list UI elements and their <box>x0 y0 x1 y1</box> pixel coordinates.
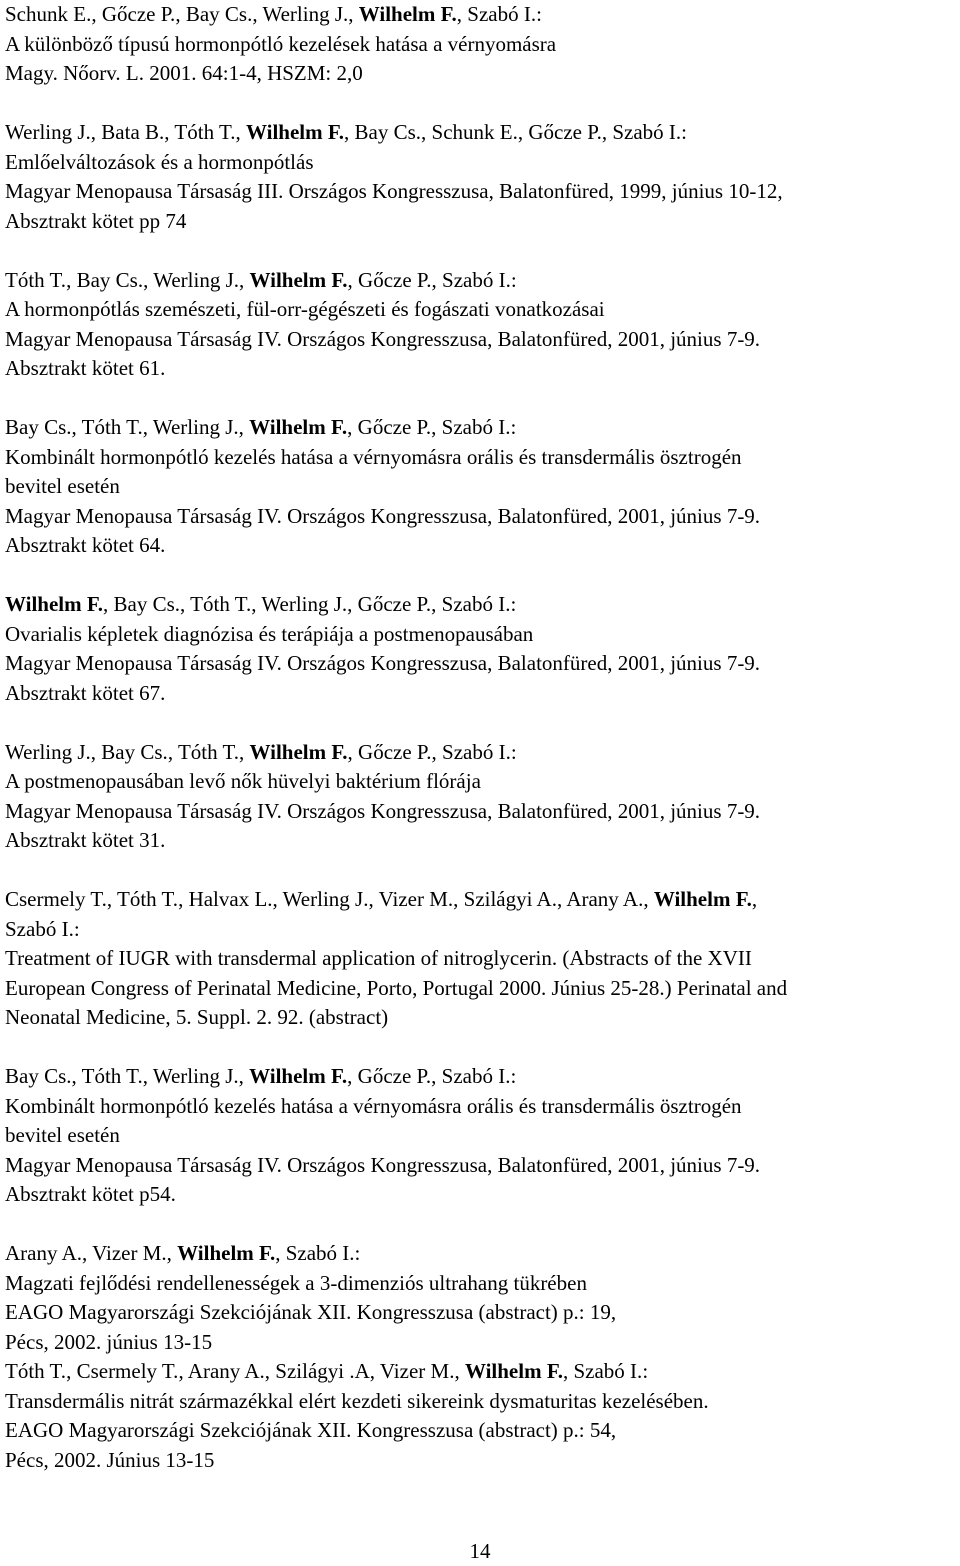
author-name: Werling J. <box>261 592 348 616</box>
author-separator: , <box>421 120 432 144</box>
author-name: Arany A. <box>566 887 644 911</box>
author-separator: , <box>453 887 464 911</box>
author-separator: , <box>166 1241 178 1265</box>
publication-entry <box>5 738 950 856</box>
author-name: Werling J. <box>5 739 91 764</box>
author-name: Szabó I. <box>442 267 511 292</box>
author-separator: , <box>601 120 613 144</box>
author-separator: , <box>751 887 758 911</box>
author-separator: , <box>71 415 82 439</box>
publication-title: A különböző típusú hormonpótló kezelések hatása a vérnyomásra <box>5 31 557 56</box>
author-separator: , <box>66 267 77 292</box>
author-separator: : <box>510 1064 517 1088</box>
publication-title: A postmenopausában levő nők hüvelyi baktérium flórája <box>5 769 481 793</box>
author-line <box>5 1062 950 1092</box>
author-line <box>5 118 950 148</box>
author-separator: , <box>454 1359 465 1383</box>
author-separator: , <box>431 1064 442 1088</box>
entry-spacer <box>5 1033 950 1063</box>
publication-entry <box>5 885 950 1033</box>
author-separator: , <box>517 120 529 144</box>
author-separator: , <box>178 887 189 911</box>
publication-source: European Congress of Perinatal Medicine, Porto, Portugal 2000. Június 25-28.) Perinatal and <box>5 975 788 1000</box>
author-name: Vizer M. <box>92 1241 167 1265</box>
author-separator: , <box>556 887 567 911</box>
author-separator: , <box>431 739 443 764</box>
author-name: Bay Cs. <box>185 2 253 26</box>
publication-title: Treatment of IUGR with transdermal application of nitroglycerin. (Abstracts of the XVII <box>5 946 752 970</box>
author-separator: , <box>369 1359 380 1383</box>
author-separator: , <box>90 739 102 764</box>
author-line <box>5 885 950 915</box>
publication-entry <box>5 590 950 708</box>
author-name: Werling J. <box>282 887 369 911</box>
author-separator: , <box>643 887 654 911</box>
author-name: Tóth T. <box>81 415 143 439</box>
publication-title: Kombinált hormonpótló kezelés hatása a vérnyomásra orális és transdermális ösztrogén <box>5 1093 742 1118</box>
entry-spacer <box>5 236 950 266</box>
author-name: Arany A. <box>5 1241 82 1265</box>
publication-source: bevitel esetén <box>5 474 120 498</box>
author-name: Gőcze P. <box>101 2 176 26</box>
author-separator: , <box>167 739 178 764</box>
author-separator: , <box>238 1064 250 1088</box>
author-separator: : <box>510 267 517 292</box>
author-separator: , <box>103 592 114 616</box>
author-separator: , <box>347 415 358 439</box>
author-name: Tóth T. <box>174 120 236 144</box>
publication-entry <box>5 118 950 236</box>
author-name: Szabó I. <box>441 415 511 439</box>
author-separator: , <box>164 120 175 144</box>
author-name: Csermely T. <box>76 1359 179 1383</box>
author-name: Schunk E. <box>5 2 92 26</box>
publication-source: Pécs, 2002. Június 13-15 <box>5 1447 215 1472</box>
author-separator: : <box>642 1359 649 1383</box>
publication-entry <box>5 1062 950 1210</box>
author-separator: : <box>510 415 517 439</box>
publication-title: Magzati fejlődési rendellenességek a 3-dimenziós ultrahang tükrében <box>5 1270 587 1295</box>
author-separator: , <box>264 1359 276 1383</box>
author-name: Wilhelm F. <box>249 415 348 439</box>
author-name: Gőcze P. <box>528 120 602 144</box>
author-name: Wilhelm F. <box>653 887 752 911</box>
author-separator: , <box>90 120 102 144</box>
author-name: Csermely T. <box>5 887 107 911</box>
author-name: Szabó I. <box>612 120 682 144</box>
author-separator: : <box>681 120 688 144</box>
publication-title: A hormonpótlás szemészeti, fül-orr-gégészeti és fogászati vonatkozásai <box>5 297 605 321</box>
publication-source: Magyar Menopausa Társaság IV. Országos Kongresszusa, Balatonfüred, 2001, június 7-9. <box>5 651 761 675</box>
author-separator: , <box>347 739 359 764</box>
author-separator: , <box>456 2 468 26</box>
author-line <box>5 266 950 296</box>
author-name: Halvax L. <box>188 887 273 911</box>
author-name: Wilhelm F. <box>5 592 104 616</box>
author-separator: : <box>73 916 80 941</box>
entry-spacer <box>5 384 950 414</box>
author-separator: , <box>180 592 191 616</box>
author-name: Arany A. <box>187 1359 265 1383</box>
author-name: Tóth T. <box>177 739 239 764</box>
author-separator: , <box>143 267 154 292</box>
publication-source: Pécs, 2002. június 13-15 <box>5 1329 213 1354</box>
author-separator: , <box>347 1064 358 1088</box>
publication-list <box>5 0 950 1475</box>
author-separator: , <box>272 887 283 911</box>
entry-spacer <box>5 856 950 886</box>
author-separator: , <box>239 739 250 764</box>
author-separator: , <box>91 2 102 26</box>
page-number: 14 <box>469 1539 491 1563</box>
author-separator: , <box>348 2 359 26</box>
author-name: Bay Cs. <box>354 120 422 144</box>
publication-title: Emlőelváltozások és a hormonpótlás <box>5 149 314 174</box>
author-separator: , <box>178 1359 188 1383</box>
author-separator: , <box>368 887 379 911</box>
entry-spacer <box>5 561 950 591</box>
publication-entry <box>5 413 950 561</box>
author-line <box>5 413 950 443</box>
publication-title: Ovarialis képletek diagnózisa és terápiája a postmenopausában <box>5 621 534 646</box>
publication-title: Transdermális nitrát származékkal elért kezdeti sikereink dysmaturitas kezelésében. <box>5 1388 709 1413</box>
publication-source: Neonatal Medicine, 5. Suppl. 2. 92. (abstract) <box>5 1005 389 1029</box>
author-name: Wilhelm F. <box>245 120 345 144</box>
author-name: Tóth T. <box>81 1064 143 1088</box>
author-line <box>5 915 950 945</box>
author-name: Bay Cs. <box>101 739 168 764</box>
entry-spacer <box>5 89 950 119</box>
publication-source: EAGO Magyarországi Szekciójának XII. Kongresszusa (abstract) p.: 19, <box>5 1300 617 1324</box>
author-name: Szabó I. <box>573 1359 643 1383</box>
author-name: Szilágyi A. <box>463 887 557 911</box>
publication-source: bevitel esetén <box>5 1123 120 1147</box>
publication-source: Magy. Nőorv. L. 2001. 64:1-4, HSZM: 2,0 <box>5 61 363 85</box>
author-name: Tóth T. <box>5 267 67 292</box>
author-name: Gőcze P. <box>358 267 432 292</box>
publication-source: Absztrakt kötet pp 74 <box>5 208 187 233</box>
publication-source: EAGO Magyarországi Szekciójának XII. Kongresszusa (abstract) p.: 54, <box>5 1418 617 1442</box>
author-separator: , <box>238 415 250 439</box>
author-name: Werling J. <box>5 120 91 144</box>
author-line <box>5 738 950 768</box>
author-separator: , <box>142 1064 153 1088</box>
author-name: Bata B. <box>101 120 165 144</box>
author-name: Szabó I. <box>5 916 74 941</box>
author-name: Werling J. <box>262 2 349 26</box>
publication-source: Absztrakt kötet p54. <box>5 1182 176 1206</box>
publication-source: Magyar Menopausa Társaság IV. Országos Kongresszusa, Balatonfüred, 2001, június 7-9. <box>5 503 761 528</box>
publication-source: Absztrakt kötet 64. <box>5 533 166 557</box>
publication-entry <box>5 1239 950 1357</box>
author-separator: , <box>347 592 358 616</box>
publication-source: Magyar Menopausa Társaság III. Országos Kongresszusa, Balatonfüred, 1999, június 10-12, <box>5 179 783 203</box>
publication-source: Magyar Menopausa Társaság IV. Országos Kongresszusa, Balatonfüred, 2001, június 7-9. <box>5 1152 761 1177</box>
publication-entry <box>5 1357 950 1475</box>
author-name: Wilhelm F. <box>358 2 457 26</box>
author-name: Vizer M. <box>379 1359 455 1383</box>
publication-entry <box>5 266 950 384</box>
author-separator: , <box>239 267 250 292</box>
entry-spacer <box>5 1210 950 1240</box>
author-name: Wilhelm F. <box>249 739 348 764</box>
author-name: Werling J. <box>153 267 239 292</box>
author-separator: , <box>66 1359 77 1383</box>
author-name: Szabó I. <box>441 1064 511 1088</box>
author-separator: : <box>510 739 517 764</box>
author-separator: , <box>235 120 246 144</box>
author-separator: , <box>106 887 117 911</box>
author-name: Gőcze P. <box>357 415 432 439</box>
author-separator: , <box>431 415 442 439</box>
author-separator: , <box>431 267 443 292</box>
author-name: Tóth T. <box>5 1359 67 1383</box>
author-name: Wilhelm F. <box>177 1241 276 1265</box>
author-name: Wilhelm F. <box>249 267 348 292</box>
author-separator: , <box>275 1241 286 1265</box>
author-name: Wilhelm F. <box>464 1359 563 1383</box>
author-name: Szabó I. <box>285 1241 355 1265</box>
author-line <box>5 1239 950 1269</box>
author-name: Gőcze P. <box>357 1064 432 1088</box>
publication-entry <box>5 0 950 89</box>
author-name: Vizer M. <box>378 887 454 911</box>
author-separator: , <box>251 592 262 616</box>
author-separator: , <box>71 1064 82 1088</box>
author-line <box>5 590 950 620</box>
author-name: Szilágyi .A <box>275 1359 370 1383</box>
author-name: Bay Cs. <box>76 267 144 292</box>
author-name: Schunk E. <box>431 120 518 144</box>
author-separator: : <box>536 2 542 26</box>
author-name: Tóth T. <box>190 592 252 616</box>
author-name: Szabó I. <box>442 739 511 764</box>
author-name: Bay Cs. <box>113 592 181 616</box>
author-separator: , <box>344 120 355 144</box>
author-name: Tóth T. <box>117 887 179 911</box>
author-name: Werling J. <box>152 415 239 439</box>
author-separator: , <box>82 1241 93 1265</box>
entry-spacer <box>5 708 950 738</box>
author-name: Gőcze P. <box>358 739 432 764</box>
author-separator: , <box>562 1359 574 1383</box>
publication-source: Magyar Menopausa Társaság IV. Országos Kongresszusa, Balatonfüred, 2001, június 7-9. <box>5 326 761 351</box>
author-separator: : <box>354 1241 361 1265</box>
author-name: Wilhelm F. <box>249 1064 348 1088</box>
author-separator: : <box>510 592 517 616</box>
author-name: Werling J. <box>152 1064 239 1088</box>
publication-source: Absztrakt kötet 31. <box>5 828 166 852</box>
author-separator: , <box>252 2 263 26</box>
publication-source: Magyar Menopausa Társaság IV. Országos Kongresszusa, Balatonfüred, 2001, június 7-9. <box>5 798 761 823</box>
author-separator: , <box>431 592 442 616</box>
publication-source: Absztrakt kötet 67. <box>5 680 166 705</box>
author-separator: , <box>175 2 186 26</box>
author-name: Gőcze P. <box>357 592 432 616</box>
author-name: Bay Cs. <box>5 415 72 439</box>
author-separator: , <box>142 415 153 439</box>
author-name: Szabó I. <box>467 2 537 26</box>
publication-title: Kombinált hormonpótló kezelés hatása a vérnyomásra orális és transdermális ösztrogén <box>5 444 742 469</box>
author-line <box>5 1357 950 1387</box>
author-separator: , <box>347 267 359 292</box>
author-name: Szabó I. <box>441 592 511 616</box>
author-name: Bay Cs. <box>5 1064 72 1088</box>
author-line <box>5 0 950 30</box>
publication-source: Absztrakt kötet 61. <box>5 356 166 380</box>
